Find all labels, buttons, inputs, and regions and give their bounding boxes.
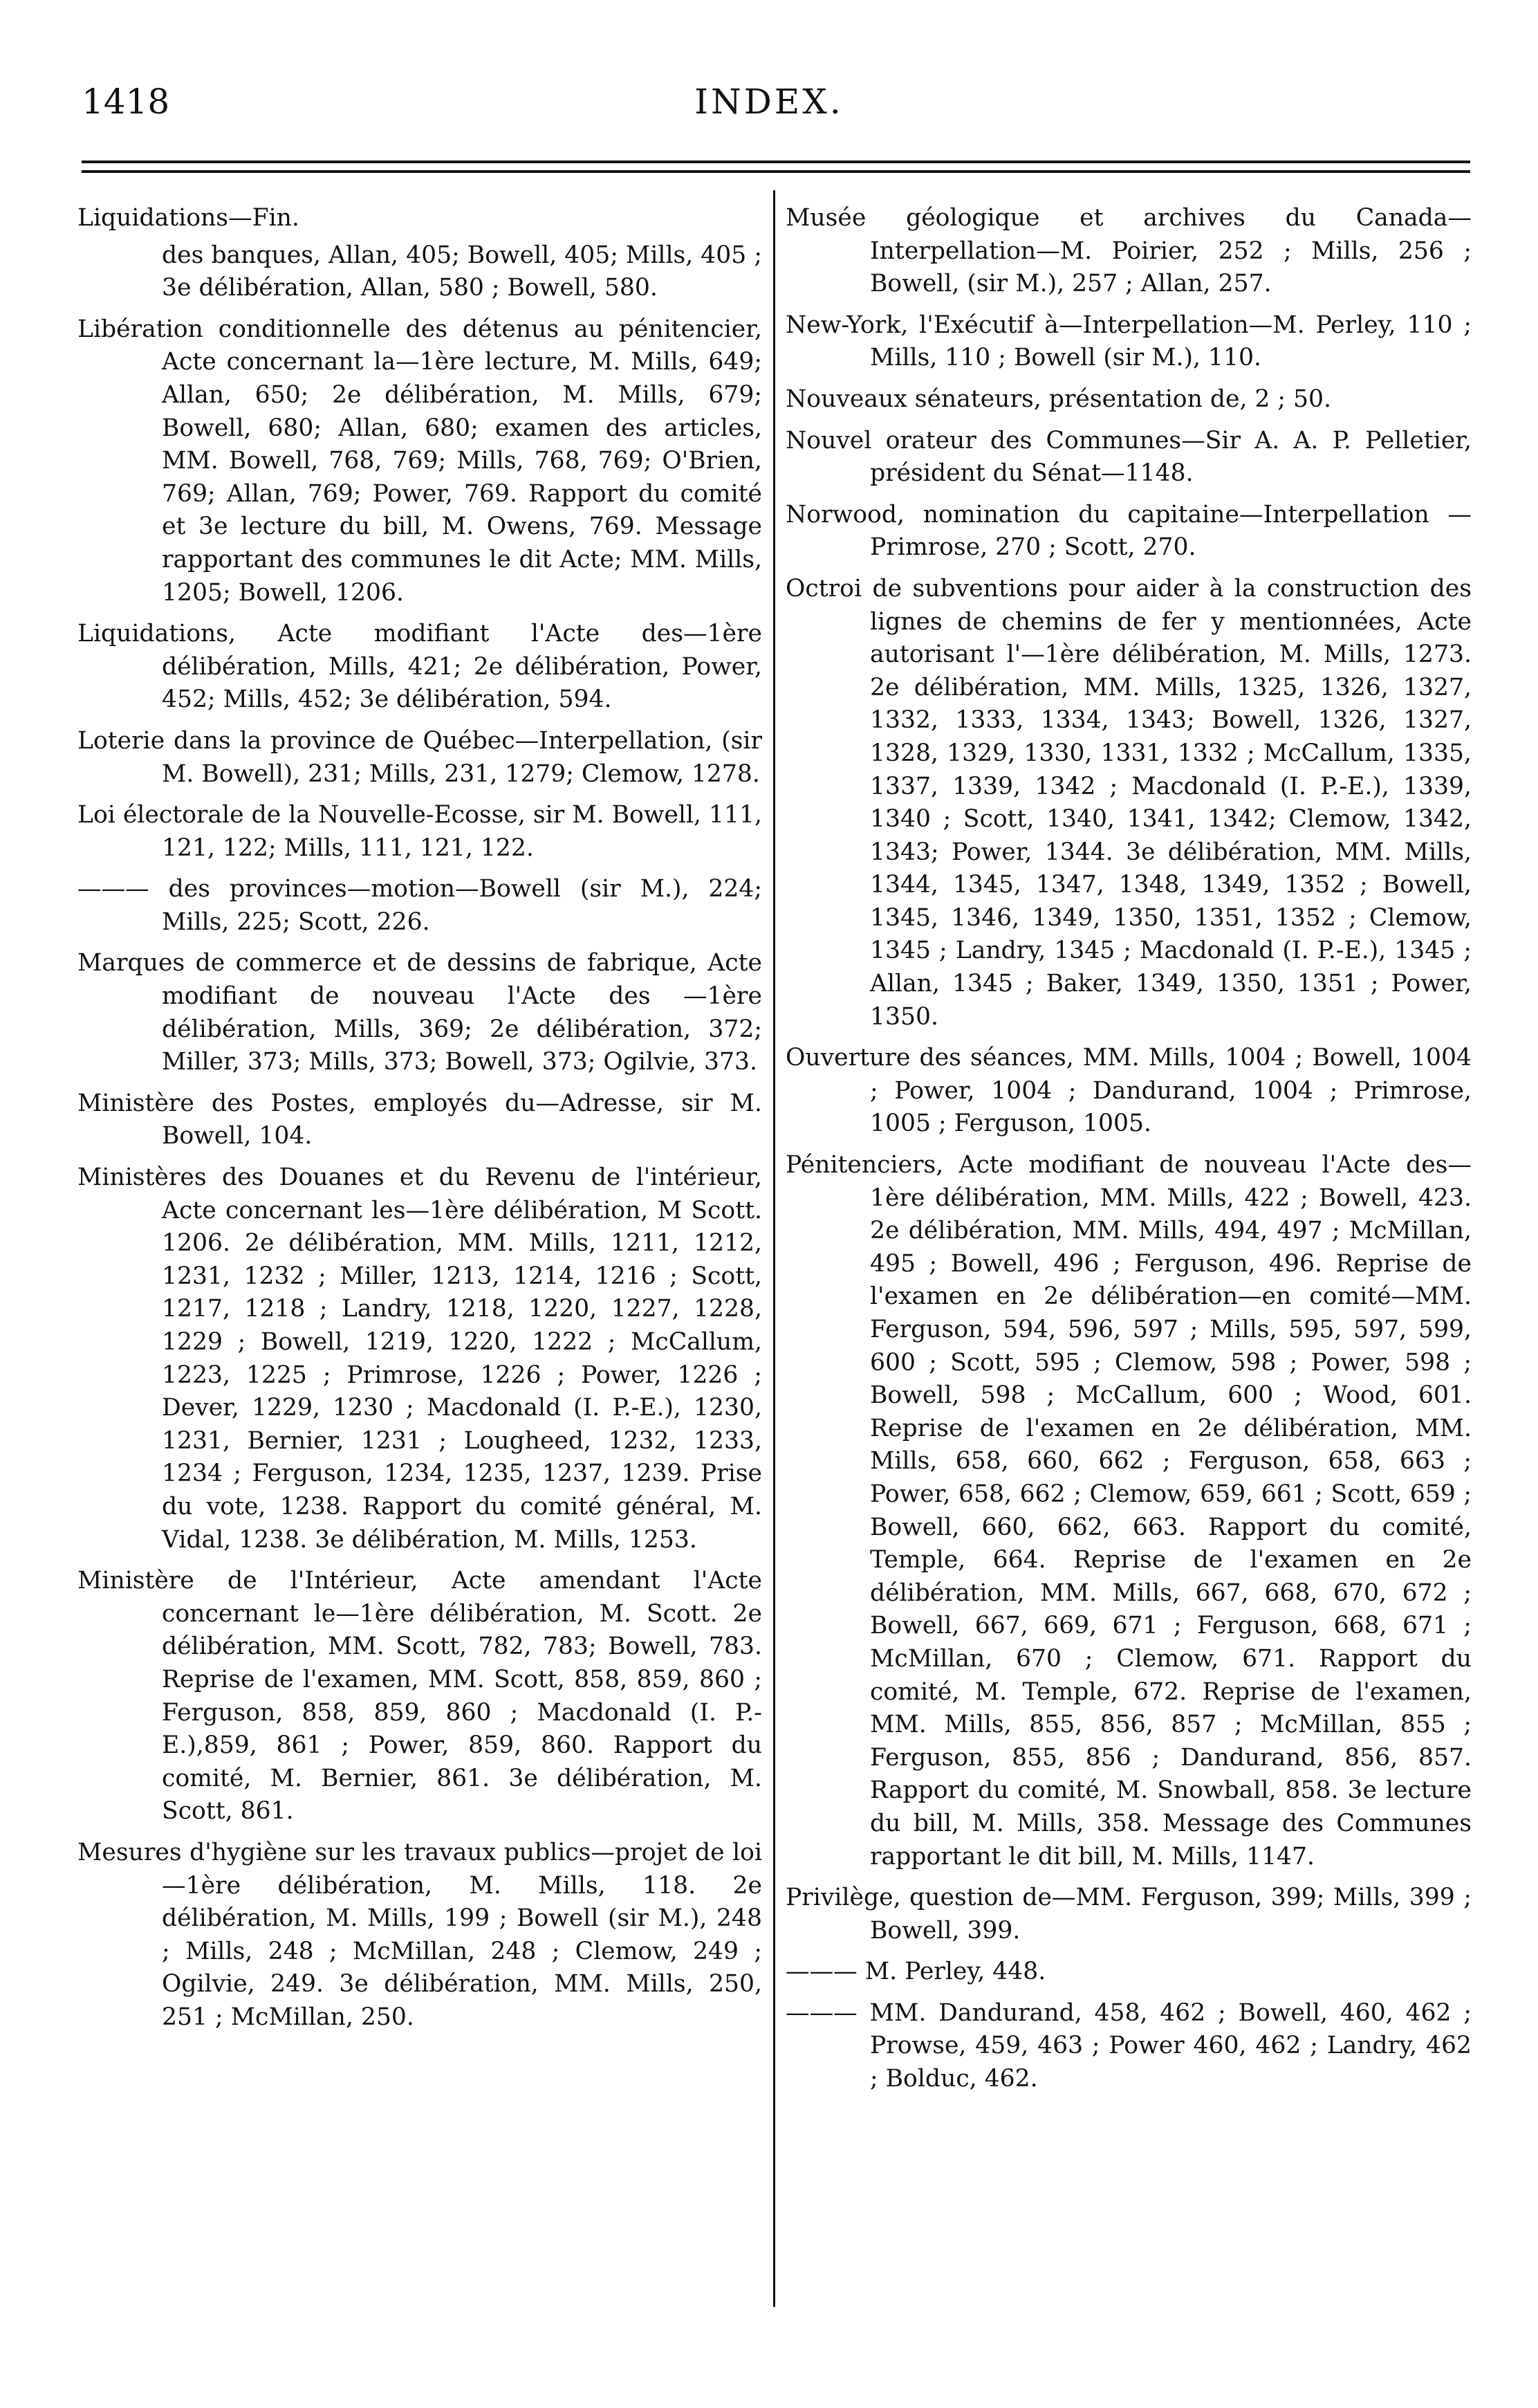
index-entry: New-York, l'Exécutif à—Interpellation—M. Perley, 110 ; Mills, 110 ; Bowell (sir M.), 110. — [786, 311, 1472, 372]
index-entry: Norwood, nomination du capitaine—Interpellation —Primrose, 270 ; Scott, 270. — [786, 500, 1472, 562]
index-entry: Libération conditionnelle des détenus au pénitencier, Acte concernant la—1ère lecture, M. Mills, 649; Allan, 650; 2e délibération, M. Mills, 679; Bowell, 680; Allan, 680; examen des articles, MM. Bowell, 768, 769; Mills, 768, 769; O'Brien, 769; Allan, 769; Power, 769. Rapport du comité et 3e lecture du bill, M. Owens, 769. Message rapportant des communes le dit Acte; MM. Mills, 1205; Bowell, 1206. — [77, 315, 762, 607]
column-divider — [773, 190, 775, 2307]
index-entry: Nouvel orateur des Communes—Sir A. A. P. Pelletier, président du Sénat—1148. — [786, 426, 1472, 488]
index-entry: ——— M. Perley, 448. — [786, 1958, 1046, 1986]
index-entry: Liquidations, Acte modifiant l'Acte des—1ère délibération, Mills, 421; 2e délibération, Power, 452; Mills, 452; 3e délibération, 594. — [77, 620, 762, 714]
page-title: INDEX. — [694, 82, 844, 122]
index-entry: Nouveaux sénateurs, présentation de, 2 ; 50. — [786, 385, 1332, 413]
right-column — [786, 202, 1472, 2104]
index-entry: ——— des provinces—motion—Bowell (sir M.), 224; Mills, 225; Scott, 226. — [77, 875, 762, 936]
left-column — [77, 202, 762, 2042]
index-entry: Liquidations—Fin. — [77, 204, 299, 232]
index-entry: Ouverture des séances, MM. Mills, 1004 ; Bowell, 1004 ; Power, 1004 ; Dandurand, 1004 ; Primrose, 1005 ; Ferguson, 1005. — [786, 1044, 1472, 1138]
index-entry: Marques de commerce et de dessins de fabrique, Acte modifiant de nouveau l'Acte des —1ère délibération, Mills, 369; 2e délibération, 372; Miller, 373; Mills, 373; Bowell, 373; Ogilvie, 373. — [77, 949, 762, 1076]
header-rule-top — [82, 160, 1470, 163]
index-entry: Octroi de subventions pour aider à la construction des lignes de chemins de fer y mentionnées, Acte autorisant l'—1ère délibération, M. Mills, 1273. 2e délibération, MM. Mills, 1325, 1326, 1327, 1332, 1333, 1334, 1343; Bowell, 1326, 1327, 1328, 1329, 1330, 1331, 1332 ; McCallum, 1335, 1337, 1339, 1342 ; Macdonald (I. P.-E.), 1339, 1340 ; Scott, 1340, 1341, 1342; Clemow, 1342, 1343; Power, 1344. 3e délibération, MM. Mills, 1344, 1345, 1347, 1348, 1349, 1352 ; Bowell, 1345, 1346, 1349, 1350, 1351, 1352 ; Clemow, 1345 ; Landry, 1345 ; Macdonald (I. P.-E.), 1345 ; Allan, 1345 ; Baker, 1349, 1350, 1351 ; Power, 1350. — [786, 574, 1472, 1031]
index-entry: Loi électorale de la Nouvelle-Ecosse, sir M. Bowell, 111, 121, 122; Mills, 111, 121, 122. — [77, 801, 762, 862]
index-entry: Privilège, question de—MM. Ferguson, 399; Mills, 399 ; Bowell, 399. — [786, 1884, 1472, 1945]
index-entry: Ministères des Douanes et du Revenu de l'intérieur, Acte concernant les—1ère délibération, M Scott. 1206. 2e délibération, MM. Mills, 1211, 1212, 1231, 1232 ; Miller, 1213, 1214, 1216 ; Scott, 1217, 1218 ; Landry, 1218, 1220, 1227, 1228, 1229 ; Bowell, 1219, 1220, 1222 ; McCallum, 1223, 1225 ; Primrose, 1226 ; Power, 1226 ; Dever, 1229, 1230 ; Macdonald (I. P.-E.), 1230, 1231, Bernier, 1231 ; Lougheed, 1232, 1233, 1234 ; Ferguson, 1234, 1235, 1237, 1239. Prise du vote, 1238. Rapport du comité général, M. Vidal, 1238. 3e délibération, M. Mills, 1253. — [77, 1164, 762, 1554]
index-entry: Loterie dans la province de Québec—Interpellation, (sir M. Bowell), 231; Mills, 231, 1279; Clemow, 1278. — [77, 726, 762, 788]
page-number: 1418 — [82, 82, 170, 122]
header-rule-bottom — [82, 170, 1470, 173]
index-entry: Mesures d'hygiène sur les travaux publics—projet de loi—1ère délibération, M. Mills, 118. 2e délibération, M. Mills, 199 ; Bowell (sir M.), 248 ; Mills, 248 ; McMillan, 248 ; Clemow, 249 ; Ogilvie, 249. 3e délibération, MM. Mills, 250, 251 ; McMillan, 250. — [77, 1838, 762, 2031]
index-entry: Ministère des Postes, employés du—Adresse, sir M. Bowell, 104. — [77, 1089, 762, 1150]
index-entry: des banques, Allan, 405; Bowell, 405; Mills, 405 ; 3e délibération, Allan, 580 ; Bowell, 580. — [162, 241, 762, 302]
index-entry: Musée géologique et archives du Canada—Interpellation—M. Poirier, 252 ; Mills, 256 ; Bowell, (sir M.), 257 ; Allan, 257. — [786, 204, 1472, 298]
index-entry: Pénitenciers, Acte modifiant de nouveau l'Acte des—1ère délibération, MM. Mills, 422 ; Bowell, 423. 2e délibération, MM. Mills, 494, 497 ; McMillan, 495 ; Bowell, 496 ; Ferguson, 496. Reprise de l'examen en 2e délibération—en comité—MM. Ferguson, 594, 596, 597 ; Mills, 595, 597, 599, 600 ; Scott, 595 ; Clemow, 598 ; Power, 598 ; Bowell, 598 ; McCallum, 600 ; Wood, 601. Reprise de l'examen en 2e délibération, MM. Mills, 658, 660, 662 ; Ferguson, 658, 663 ; Power, 658, 662 ; Clemow, 659, 661 ; Scott, 659 ; Bowell, 660, 662, 663. Rapport du comité, Temple, 664. Reprise de l'examen en 2e délibération, MM. Mills, 667, 668, 670, 672 ; Bowell, 667, 669, 671 ; Ferguson, 668, 671 ; McMillan, 670 ; Clemow, 671. Rapport du comité, M. Temple, 672. Reprise de l'examen, MM. Mills, 855, 856, 857 ; McMillan, 855 ; Ferguson, 855, 856 ; Dandurand, 856, 857. Rapport du comité, M. Snowball, 858. 3e lecture du bill, M. Mills, 358. Message des Communes rapportant le dit bill, M. Mills, 1147. — [786, 1151, 1472, 1871]
index-entry: Ministère de l'Intérieur, Acte amendant l'Acte concernant le—1ère délibération, M. Scott. 2e délibération, MM. Scott, 782, 783; Bowell, 783. Reprise de l'examen, MM. Scott, 858, 859, 860 ; Ferguson, 858, 859, 860 ; Macdonald (I. P.-E.),859, 861 ; Power, 859, 860. Rapport du comité, M. Bernier, 861. 3e délibération, M. Scott, 861. — [77, 1567, 762, 1826]
index-entry: ——— MM. Dandurand, 458, 462 ; Bowell, 460, 462 ; Prowse, 459, 463 ; Power 460, 462 ; Landry, 462 ; Bolduc, 462. — [786, 1998, 1472, 2093]
